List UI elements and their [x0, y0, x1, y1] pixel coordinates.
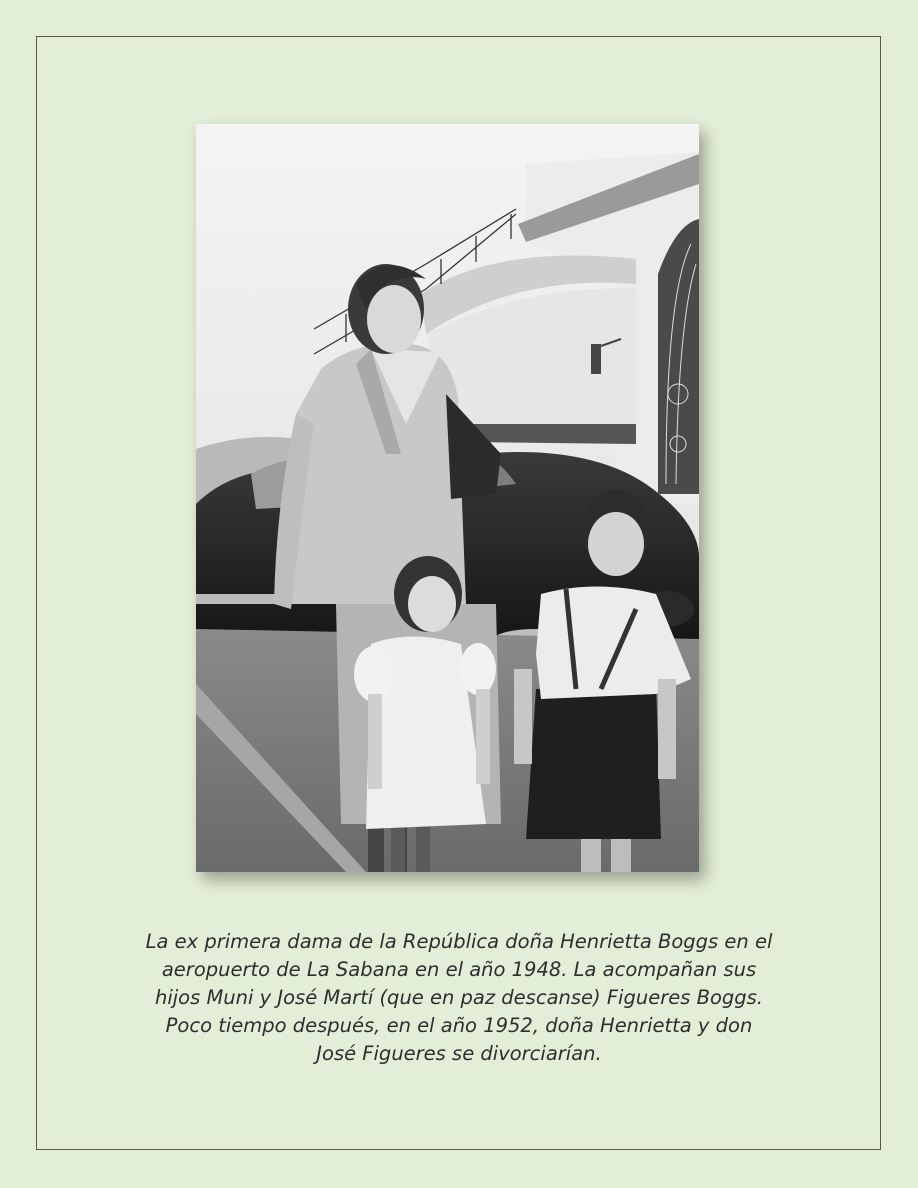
- caption-line: La ex primera dama de la República doña Henrietta Boggs en el: [145, 930, 773, 953]
- caption-line: aeropuerto de La Sabana en el año 1948. La acompañan sus: [161, 958, 757, 981]
- caption-line: Poco tiempo después, en el año 1952, doña Henrietta y don: [165, 1014, 753, 1037]
- caption-line: hijos Muni y José Martí (que en paz descanse) Figueres Boggs.: [154, 986, 763, 1009]
- historic-photograph: [196, 124, 699, 872]
- photo-caption: [100, 928, 818, 1068]
- caption-line: José Figueres se divorciarían.: [316, 1042, 602, 1065]
- photo-illustration: [196, 124, 699, 872]
